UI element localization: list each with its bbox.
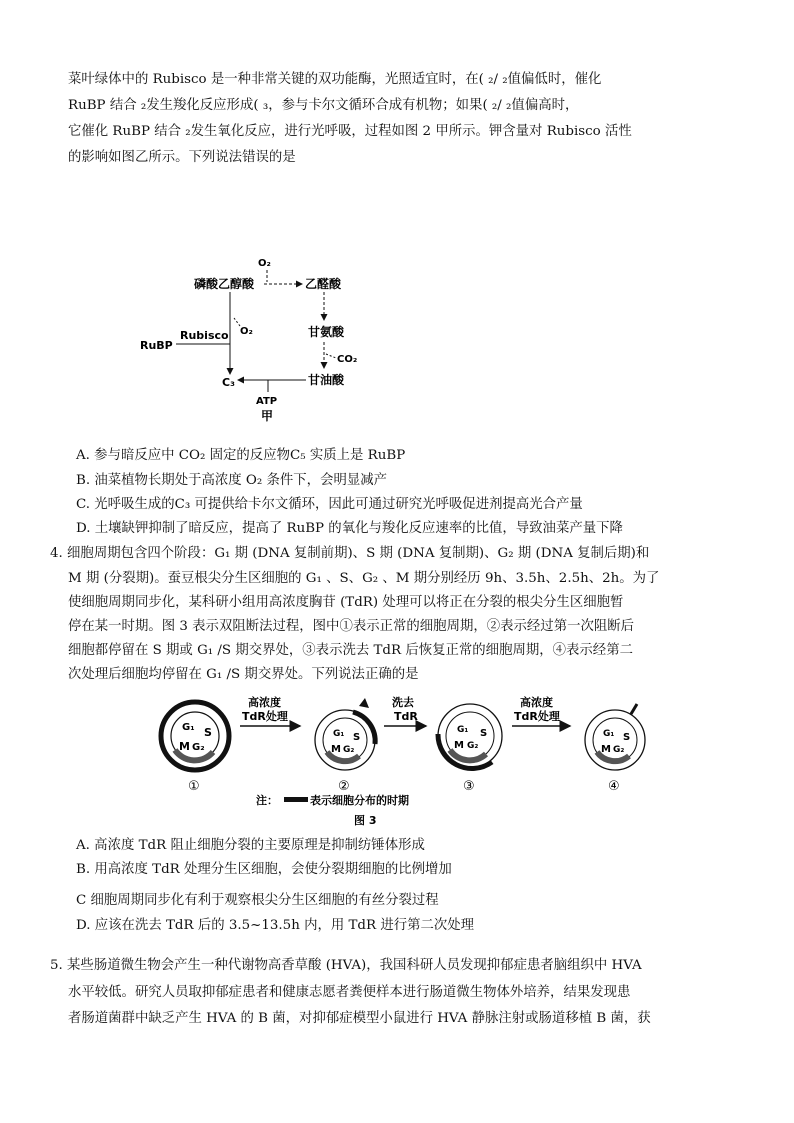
figure-3-note-prefix: 注： xyxy=(256,794,278,807)
cycle-4-label: ④ xyxy=(608,779,620,794)
svg-text:G₁: G₁ xyxy=(333,729,345,739)
q3-option-d: D. 土壤缺钾抑制了暗反应，提高了 RuBP 的氧化与羧化反应速率的比值，导致油菜产量下降 xyxy=(76,521,623,536)
svg-text:TdR: TdR xyxy=(394,710,418,723)
legend-swatch xyxy=(284,797,308,802)
q4-option-c: C 细胞周期同步化有利于观察根尖分生区细胞的有丝分裂过程 xyxy=(76,893,439,908)
svg-text:M: M xyxy=(601,744,611,755)
glyoxylate-label: 乙醛酸 xyxy=(305,277,342,291)
cycle-3-label: ③ xyxy=(463,779,475,794)
svg-text:G₁: G₁ xyxy=(457,725,469,735)
svg-text:M: M xyxy=(454,740,464,751)
rubp-label: RuBP xyxy=(140,339,173,352)
svg-text:S: S xyxy=(353,732,361,743)
glycine-label: 甘氨酸 xyxy=(308,325,345,339)
glycerate-label: 甘油酸 xyxy=(308,373,345,387)
rubisco-label: Rubisco xyxy=(180,329,229,342)
q4-option-b: B. 用高浓度 TdR 处理分生区细胞，会使分裂期细胞的比例增加 xyxy=(76,862,452,877)
q3-option-c: C. 光呼吸生成的C₃ 可提供给卡尔文循环，因此可通过研究光呼吸促进剂提高光合产量 xyxy=(76,497,583,512)
svg-text:高浓度: 高浓度 xyxy=(248,696,281,709)
svg-text:G₂: G₂ xyxy=(192,742,205,753)
svg-text:G₁: G₁ xyxy=(603,729,615,739)
svg-text:TdR处理: TdR处理 xyxy=(242,710,288,723)
phosphoglycolate-label: 磷酸乙醇酸 xyxy=(194,277,255,291)
svg-text:洗去: 洗去 xyxy=(392,696,414,709)
co2-label: CO₂ xyxy=(337,354,358,365)
figure-3-caption: 图 3 xyxy=(354,814,377,827)
q3-stem-line-2: RuBP 结合 ₂发生羧化反应形成( ₃，参与卡尔文循环合成有机物；如果( ₂/ ₂值偏高时， xyxy=(68,98,579,113)
q4-stem-line-4: 停在某一时期。图 3 表示双阻断法过程，图中①表示正常的细胞周期，②表示经过第一次阻断后 xyxy=(68,619,635,634)
q3-stem-line-3: 它催化 RuBP 结合 ₂发生氧化反应，进行光呼吸，过程如图 2 甲所示。钾含量对 Rubisco 活性 xyxy=(68,124,632,139)
q5-stem-line-2: 水平较低。研究人员取抑郁症患者和健康志愿者粪便样本进行肠道微生物体外培养，结果发现患 xyxy=(68,985,631,1000)
cycle-2 xyxy=(315,698,375,770)
svg-text:S: S xyxy=(480,728,488,739)
figure-jia-caption: 甲 xyxy=(261,409,274,423)
figure-jia-photorespiration xyxy=(130,250,390,425)
svg-text:G₂: G₂ xyxy=(467,741,479,751)
svg-text:G₂: G₂ xyxy=(613,745,625,755)
q5-stem-line-1: 5. 某些肠道微生物会产生一种代谢物高香草酸 (HVA)，我国科研人员发现抑郁症患者脑组织中 HVA xyxy=(50,958,642,973)
q4-stem-line-6: 次处理后细胞均停留在 G₁ /S 期交界处。下列说法正确的是 xyxy=(68,667,419,682)
o2-top-label: O₂ xyxy=(258,258,271,269)
svg-text:高浓度: 高浓度 xyxy=(520,696,553,709)
q3-option-a: A. 参与暗反应中 CO₂ 固定的反应物C₅ 实质上是 RuBP xyxy=(76,448,406,463)
q4-stem-line-3: 使细胞周期同步化，某科研小组用高浓度胸苷 (TdR) 处理可以将正在分裂的根尖分生区细胞暂 xyxy=(68,595,624,610)
figure-3-cell-cycle xyxy=(150,688,660,828)
q4-stem-line-2: M 期 (分裂期)。蚕豆根尖分生区细胞的 G₁ 、S、G₂ 、M 期分别经历 9h、3.5h、2.5h、2h。为了 xyxy=(68,571,660,586)
svg-text:S: S xyxy=(204,726,212,739)
q4-stem-line-1: 4. 细胞周期包含四个阶段：G₁ 期 (DNA 复制前期)、S 期 (DNA 复制期)、G₂ 期 (DNA 复制后期)和 xyxy=(50,546,650,561)
cycle-4 xyxy=(585,704,645,770)
svg-text:M: M xyxy=(179,740,190,753)
q5-stem-line-3: 者肠道菌群中缺乏产生 HVA 的 B 菌，对抑郁症模型小鼠进行 HVA 静脉注射或肠道移植 B 菌，获 xyxy=(68,1011,651,1026)
figure-3-note-text: 表示细胞分布的时期 xyxy=(310,794,409,807)
c3-label: C₃ xyxy=(222,376,235,389)
q4-option-d: D. 应该在洗去 TdR 后的 3.5~13.5h 内，用 TdR 进行第二次处理 xyxy=(76,918,475,933)
q4-option-a: A. 高浓度 TdR 阻止细胞分裂的主要原理是抑制纺锤体形成 xyxy=(76,838,425,853)
svg-text:TdR处理: TdR处理 xyxy=(514,710,560,723)
q4-stem-line-5: 细胞都停留在 S 期或 G₁ /S 期交界处，③表示洗去 TdR 后恢复正常的细胞周期，④表示经第二 xyxy=(68,643,633,658)
svg-text:M: M xyxy=(331,744,341,755)
cycle-3 xyxy=(438,704,502,769)
cycle-2-label: ② xyxy=(338,779,350,794)
svg-text:S: S xyxy=(623,732,631,743)
o2-side-label: O₂ xyxy=(240,326,253,337)
svg-text:G₁: G₁ xyxy=(182,722,195,733)
q3-stem-line-1: 菜叶绿体中的 Rubisco 是一种非常关键的双功能酶，光照适宜时，在( ₂/ ₂值偏低时，催化 xyxy=(68,72,602,87)
q3-stem-line-4: 的影响如图乙所示。下列说法错误的是 xyxy=(68,150,296,165)
q3-option-b: B. 油菜植物长期处于高浓度 O₂ 条件下，会明显减产 xyxy=(76,473,388,488)
atp-label: ATP xyxy=(256,396,278,407)
cycle-1-label: ① xyxy=(188,779,200,794)
cycle-1 xyxy=(161,702,229,770)
svg-text:G₂: G₂ xyxy=(343,745,355,755)
